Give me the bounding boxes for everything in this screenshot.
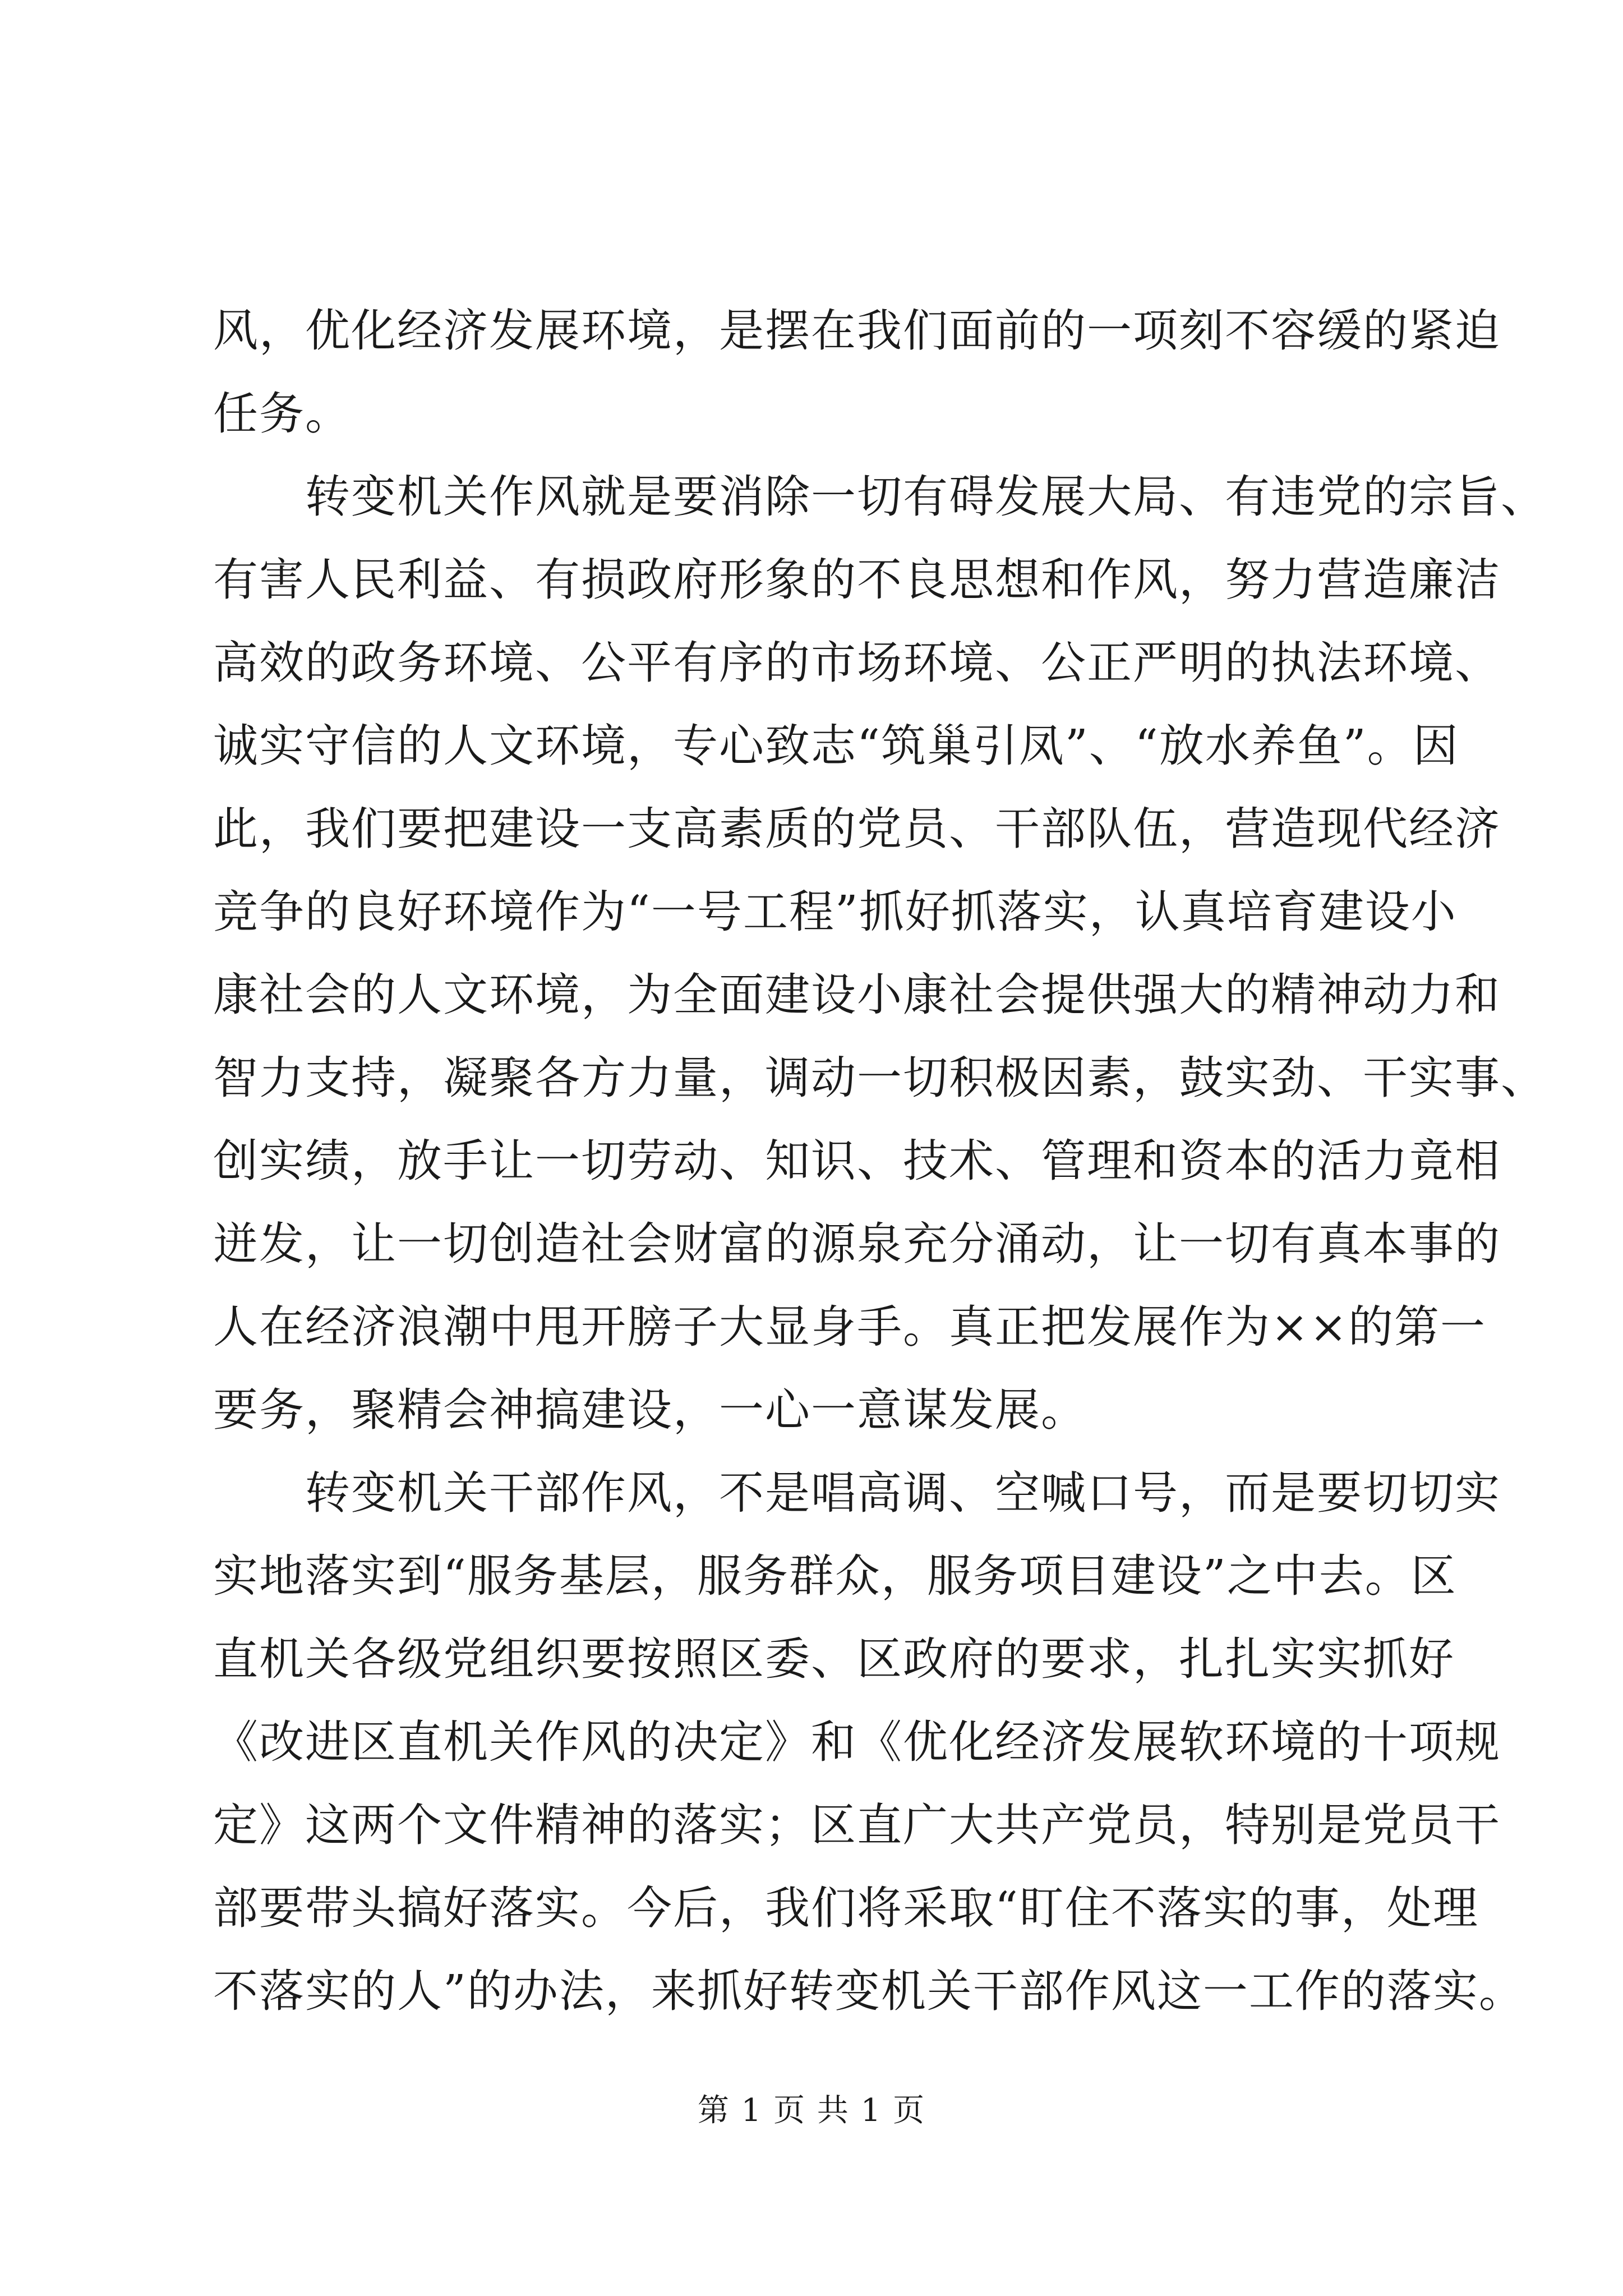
text-line: 迸发，让一切创造社会财富的源泉充分涌动，让一切有真本事的 — [213, 1218, 1501, 1270]
text-line: 人在经济浪潮中甩开膀子大显身手。真正把发展作为××的第一 — [213, 1301, 1487, 1353]
paragraph-start-line: 转变机关干部作风，不是唱高调、空喊口号，而是要切切实 — [213, 1467, 1501, 1519]
text-line: 康社会的人文环境，为全面建设小康社会提供强大的精神动力和 — [213, 969, 1501, 1021]
text-line: 诚实守信的人文环境，专心致志“筑巢引凤”、“放水养鱼”。因 — [213, 720, 1459, 772]
text-line: 不落实的人”的办法，来抓好转变机关干部作风这一工作的落实。 — [213, 1965, 1525, 2017]
text-line: 部要带头搞好落实。今后，我们将采取“盯住不落实的事，处理 — [213, 1882, 1479, 1934]
text-line: 直机关各级党组织要按照区委、区政府的要求，扎扎实实抓好 — [213, 1633, 1455, 1685]
text-line: 定》这两个文件精神的落实；区直广大共产党员，特别是党员干 — [213, 1799, 1501, 1851]
text-line: 智力支持，凝聚各方力量，调动一切积极因素，鼓实劲、干实事、 — [213, 1052, 1547, 1104]
text-line: 高效的政务环境、公平有序的市场环境、公正严明的执法环境、 — [213, 637, 1501, 689]
text-line: 要务，聚精会神搞建设，一心一意谋发展。 — [213, 1384, 1087, 1436]
text-line: 创实绩，放手让一切劳动、知识、技术、管理和资本的活力竟相 — [213, 1135, 1501, 1187]
paragraph-start-line: 转变机关作风就是要消除一切有碍发展大局、有违党的宗旨、 — [213, 471, 1547, 523]
text-line: 风，优化经济发展环境，是摆在我们面前的一项刻不容缓的紧迫 — [213, 305, 1501, 357]
text-line: 此，我们要把建设一支高素质的党员、干部队伍，营造现代经济 — [213, 803, 1501, 855]
text-line: 任务。 — [213, 388, 351, 440]
text-line: 《改进区直机关作风的决定》和《优化经济发展软环境的十项规 — [213, 1716, 1501, 1768]
text-line: 实地落实到“服务基层，服务群众，服务项目建设”之中去。区 — [213, 1550, 1457, 1602]
text-line: 有害人民利益、有损政府形象的不良思想和作风，努力营造廉洁 — [213, 554, 1501, 606]
text-line: 竞争的良好环境作为“一号工程”抓好抓落实，认真培育建设小 — [213, 886, 1457, 938]
page-footer: 第 1 页 共 1 页 — [697, 2092, 926, 2129]
